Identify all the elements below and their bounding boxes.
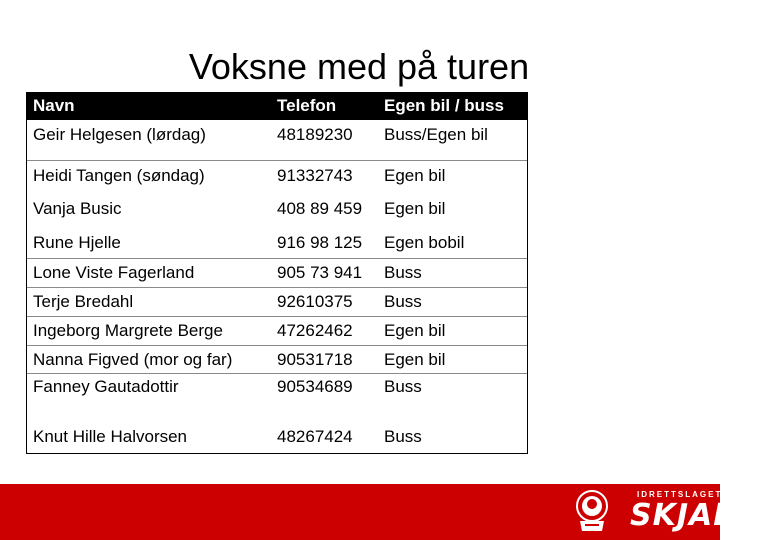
logo-top-text: IDRETTSLAGET [637,490,723,499]
cell-transport: Egen bil [384,350,446,369]
table-row [27,374,527,414]
cell-name: Heidi Tangen (søndag) [33,166,205,185]
cell-transport: Buss [384,292,422,311]
table-row [27,194,527,228]
participants-table [26,92,528,454]
cell-name: Lone Viste Fagerland [33,263,195,282]
cell-phone: 90531718 [277,350,353,369]
club-crest-icon [574,489,610,535]
page-title [0,44,720,90]
table-row [27,120,527,161]
cell-phone: 47262462 [277,321,353,340]
header-name: Navn [33,96,75,115]
cell-phone: 48189230 [277,125,353,144]
page-title-text: Voksne med på turen [188,46,530,87]
cell-transport: Egen bil [384,199,446,218]
cell-transport: Buss [384,427,422,446]
table-row [27,228,527,259]
cell-name: Geir Helgesen (lørdag) [33,125,206,144]
cell-name: Vanja Busic [33,199,122,218]
table-header [27,92,527,120]
cell-phone: 408 89 459 [277,199,363,218]
table-row [27,259,527,288]
cell-transport: Buss [384,263,422,282]
cell-transport: Buss [384,377,422,396]
cell-phone: 48267424 [277,427,353,446]
table-row [27,414,527,452]
cell-transport: Egen bil [384,321,446,340]
cell-phone: 91332743 [277,166,353,185]
logo-word: SKJALG [630,498,759,533]
table-row [27,161,527,194]
header-transport: Egen bil / buss [384,96,504,115]
header-phone: Telefon [277,96,337,115]
cell-phone: 90534689 [277,377,353,396]
cell-phone: 916 98 125 [277,233,363,252]
footer-bar [0,484,723,540]
cell-name: Ingeborg Margrete Berge [33,321,223,340]
cell-transport: Egen bobil [384,233,465,252]
table-row [27,288,527,317]
cell-name: Terje Bredahl [33,292,134,311]
cell-name: Knut Hille Halvorsen [33,427,188,446]
cell-name: Fanney Gautadottir [33,377,179,396]
cell-transport: Buss/Egen bil [384,125,488,144]
table-row [27,346,527,374]
table-row [27,317,527,346]
cell-phone: 905 73 941 [277,263,363,282]
cell-name: Rune Hjelle [33,233,121,252]
cell-name: Nanna Figved (mor og far) [33,350,233,369]
cell-transport: Egen bil [384,166,446,185]
cell-phone: 92610375 [277,292,353,311]
